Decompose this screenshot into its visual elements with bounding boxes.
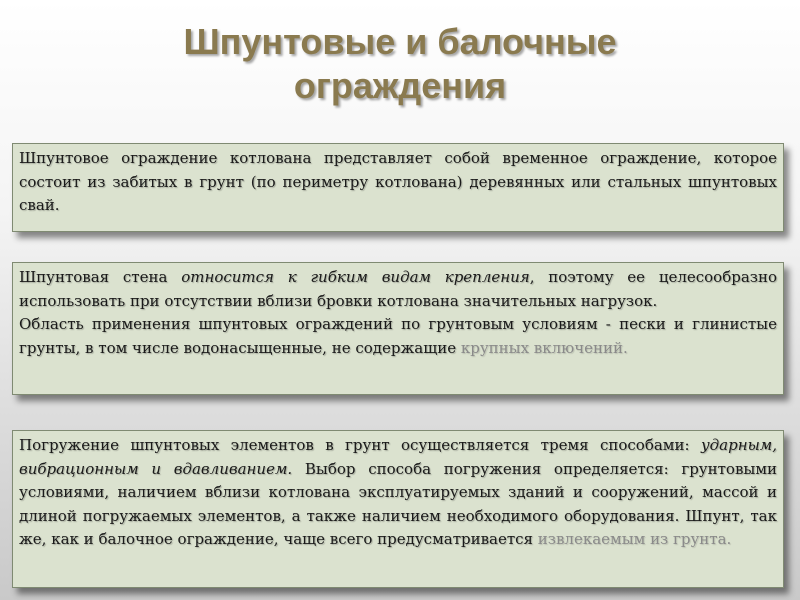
definition-box (12, 143, 784, 232)
driving-text-a: Погружение шпунтовых элементов в грунт осуществляется тремя способами: (19, 436, 701, 454)
definition-text: Шпунтовое ограждение котлована представляет собой временное ограждение, которое состоит из забитых в грунт (по периметру котлована) деревянных или стальных шпунтовых свай. (19, 149, 777, 214)
sheet-wall-paragraph (19, 266, 777, 313)
page-title (0, 20, 800, 108)
sheet-wall-application-box (12, 262, 784, 395)
title-line-2: ограждения (293, 65, 507, 106)
sheet-wall-text-emphasis: относится к гибким видам крепления (181, 268, 530, 286)
application-paragraph (19, 313, 777, 360)
title-line-1: Шпунтовые и балочные (183, 21, 617, 62)
driving-text-overflow: извлекаемым из грунта. (537, 530, 732, 548)
application-text-overflow: крупных включений. (460, 338, 628, 357)
driving-methods-paragraph (19, 434, 777, 552)
driving-text-b: Выбор способа погружения определяется: грунтовыми условиями, наличием вблизи котлована эксплуатируемых зданий и сооружений, массой и длиной погружаемых элементов, а также наличием необходимого оборудования. Шпунт, так же, как и балочное ограждение, чаще всего предусматривается (19, 459, 777, 548)
application-text: Область применения шпунтовых ограждений по грунтовым условиям - пески и глинистые грунты, в том числе водонасыщенные, не содержащие (19, 315, 777, 357)
driving-methods-emphasis: ударным, вибрационным и вдавливанием. (19, 436, 777, 478)
sheet-wall-text-b: , поэтому ее целесообразно использовать при отсутствии вблизи бровки котлована значительных нагрузок. (19, 268, 777, 310)
sheet-wall-text-a: Шпунтовая стена (19, 268, 182, 286)
driving-methods-box (12, 430, 784, 588)
